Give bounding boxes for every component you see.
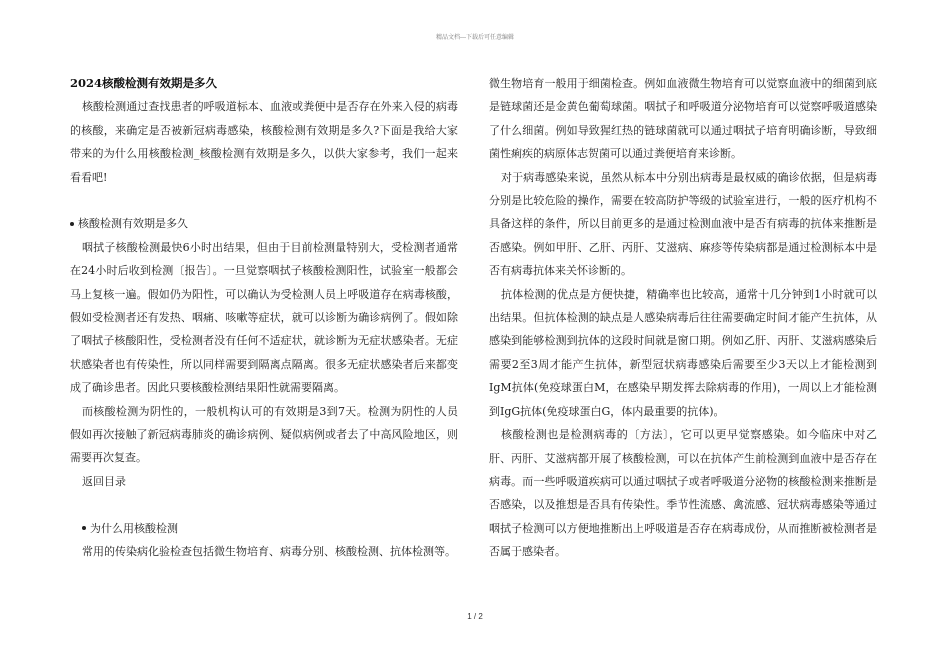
section-heading-why bbox=[70, 517, 458, 540]
header-note: 精品文档---下载后可任意编辑 bbox=[435, 34, 515, 41]
back-to-contents-link[interactable]: 返回目录 bbox=[82, 474, 126, 488]
spacer bbox=[70, 493, 458, 516]
why-paragraph-1-continued: 微生物培育一般用于细菌检查。例如血液微生物培育可以觉察血液中的细菌到底是链球菌还是金黄色葡萄球菌。咽拭子和呼吸道分泌物培育可以觉察呼吸道感染了什么细菌。例如导致猩红热的链球菌就可以通过咽拭子培育明确诊断，导致细菌性痢疾的病原体志贺菌可以通过粪便培育来诊断。 bbox=[489, 77, 877, 161]
page-number: 1 / 2 bbox=[467, 612, 483, 621]
right-column bbox=[489, 72, 877, 564]
why-paragraph-4: 核酸检测也是检测病毒的〔方法〕，它可以更早觉察感染。如今临床中对乙肝、丙肝、艾滋病都开展了核酸检测，可以在抗体产生前检测到血液中是否存在病毒。而一些呼吸道疾病可以通过咽拭子或者呼吸道分泌物的核酸检测来推断是否感染，以及推想是否具有传染性。季节性流感、禽流感、冠状病毒感染等通过咽拭子检测可以方便地推断出上呼吸道是否存在病毒成份，从而推断被检测者是否属于感染者。 bbox=[489, 428, 877, 559]
left-column bbox=[70, 72, 458, 564]
why-paragraph-3: 抗体检测的优点是方便快捷，精确率也比较高，通常十几分钟到1小时就可以出结果。但抗体检测的缺点是人感染病毒后往往需要确定时间才能产生抗体，从感染到能够检测到抗体的这段时间就是窗口期。例如乙肝、丙肝、艾滋病感染后需要2至3周才能产生抗体，新型冠状病毒感染后需要至少3天以上才能检测到IgM抗体(免疫球蛋白M，在感染早期发挥去除病毒的作用)，一周以上才能检测到IgG抗体(免疫球蛋白G，体内最重要的抗体)。 bbox=[489, 287, 877, 418]
bullet-dot-icon bbox=[70, 222, 74, 226]
validity-paragraph-2: 而核酸检测为阴性的，一般机构认可的有效期是3到7天。检测为阴性的人员假如再次接触了新冠病毒肺炎的确诊病例、疑似病例或者去了中高风险地区，则需要再次复查。 bbox=[70, 404, 458, 465]
section-heading-text: 为什么用核酸检测 bbox=[90, 521, 178, 535]
why-paragraph-2: 对于病毒感染来说，虽然从标本中分别出病毒是最权威的确诊依据，但是病毒分别是比较危险的操作，需要在较高防护等级的试验室进行，一般的医疗机构不具备这样的条件，所以目前更多的是通过检测血液中是否有病毒的抗体来推断是否感染。例如甲肝、乙肝、丙肝、艾滋病、麻疹等传染病都是通过检测标本中是否有病毒抗体来关怀诊断的。 bbox=[489, 170, 877, 278]
section-heading-text: 核酸检测有效期是多久 bbox=[78, 217, 188, 231]
spacer bbox=[70, 189, 458, 212]
intro-paragraph: 核酸检测通过查找患者的呼吸道标本、血液或粪便中是否存在外来入侵的病毒的核酸，来确定是否被新冠病毒感染，核酸检测有效期是多久?下面是我给大家带来的为什么用核酸检测_核酸检测有效期是多久，以供大家参考，我们一起来看看吧! bbox=[70, 100, 458, 184]
why-paragraph-1: 常用的传染病化验检查包括微生物培育、病毒分别、核酸检测、抗体检测等。 bbox=[82, 545, 456, 559]
bullet-dot-icon bbox=[82, 526, 86, 530]
validity-paragraph-1: 咽拭子核酸检测最快6小时出结果，但由于目前检测量特别大，受检测者通常在24小时后收到检测〔报告〕。一旦觉察咽拭子核酸检测阳性，试验室一般都会马上复核一遍。假如仍为阳性，可以确认为受检测人员上呼吸道存在病毒核酸，假如受检测者还有发热、咽痛、咳嗽等症状，就可以诊断为确诊病例了。假如除了咽拭子核酸阳性，受检测者没有任何不适症状，就诊断为无症状感染者。无症状感染者也有传染性，所以同样需要到隔离点隔离。很多无症状感染者后来都变成了确诊患者。因此只要核酸检测结果阳性就需要隔离。 bbox=[70, 240, 458, 395]
section-heading-validity bbox=[70, 212, 458, 235]
document-title: 2024核酸检测有效期是多久 bbox=[70, 76, 218, 90]
